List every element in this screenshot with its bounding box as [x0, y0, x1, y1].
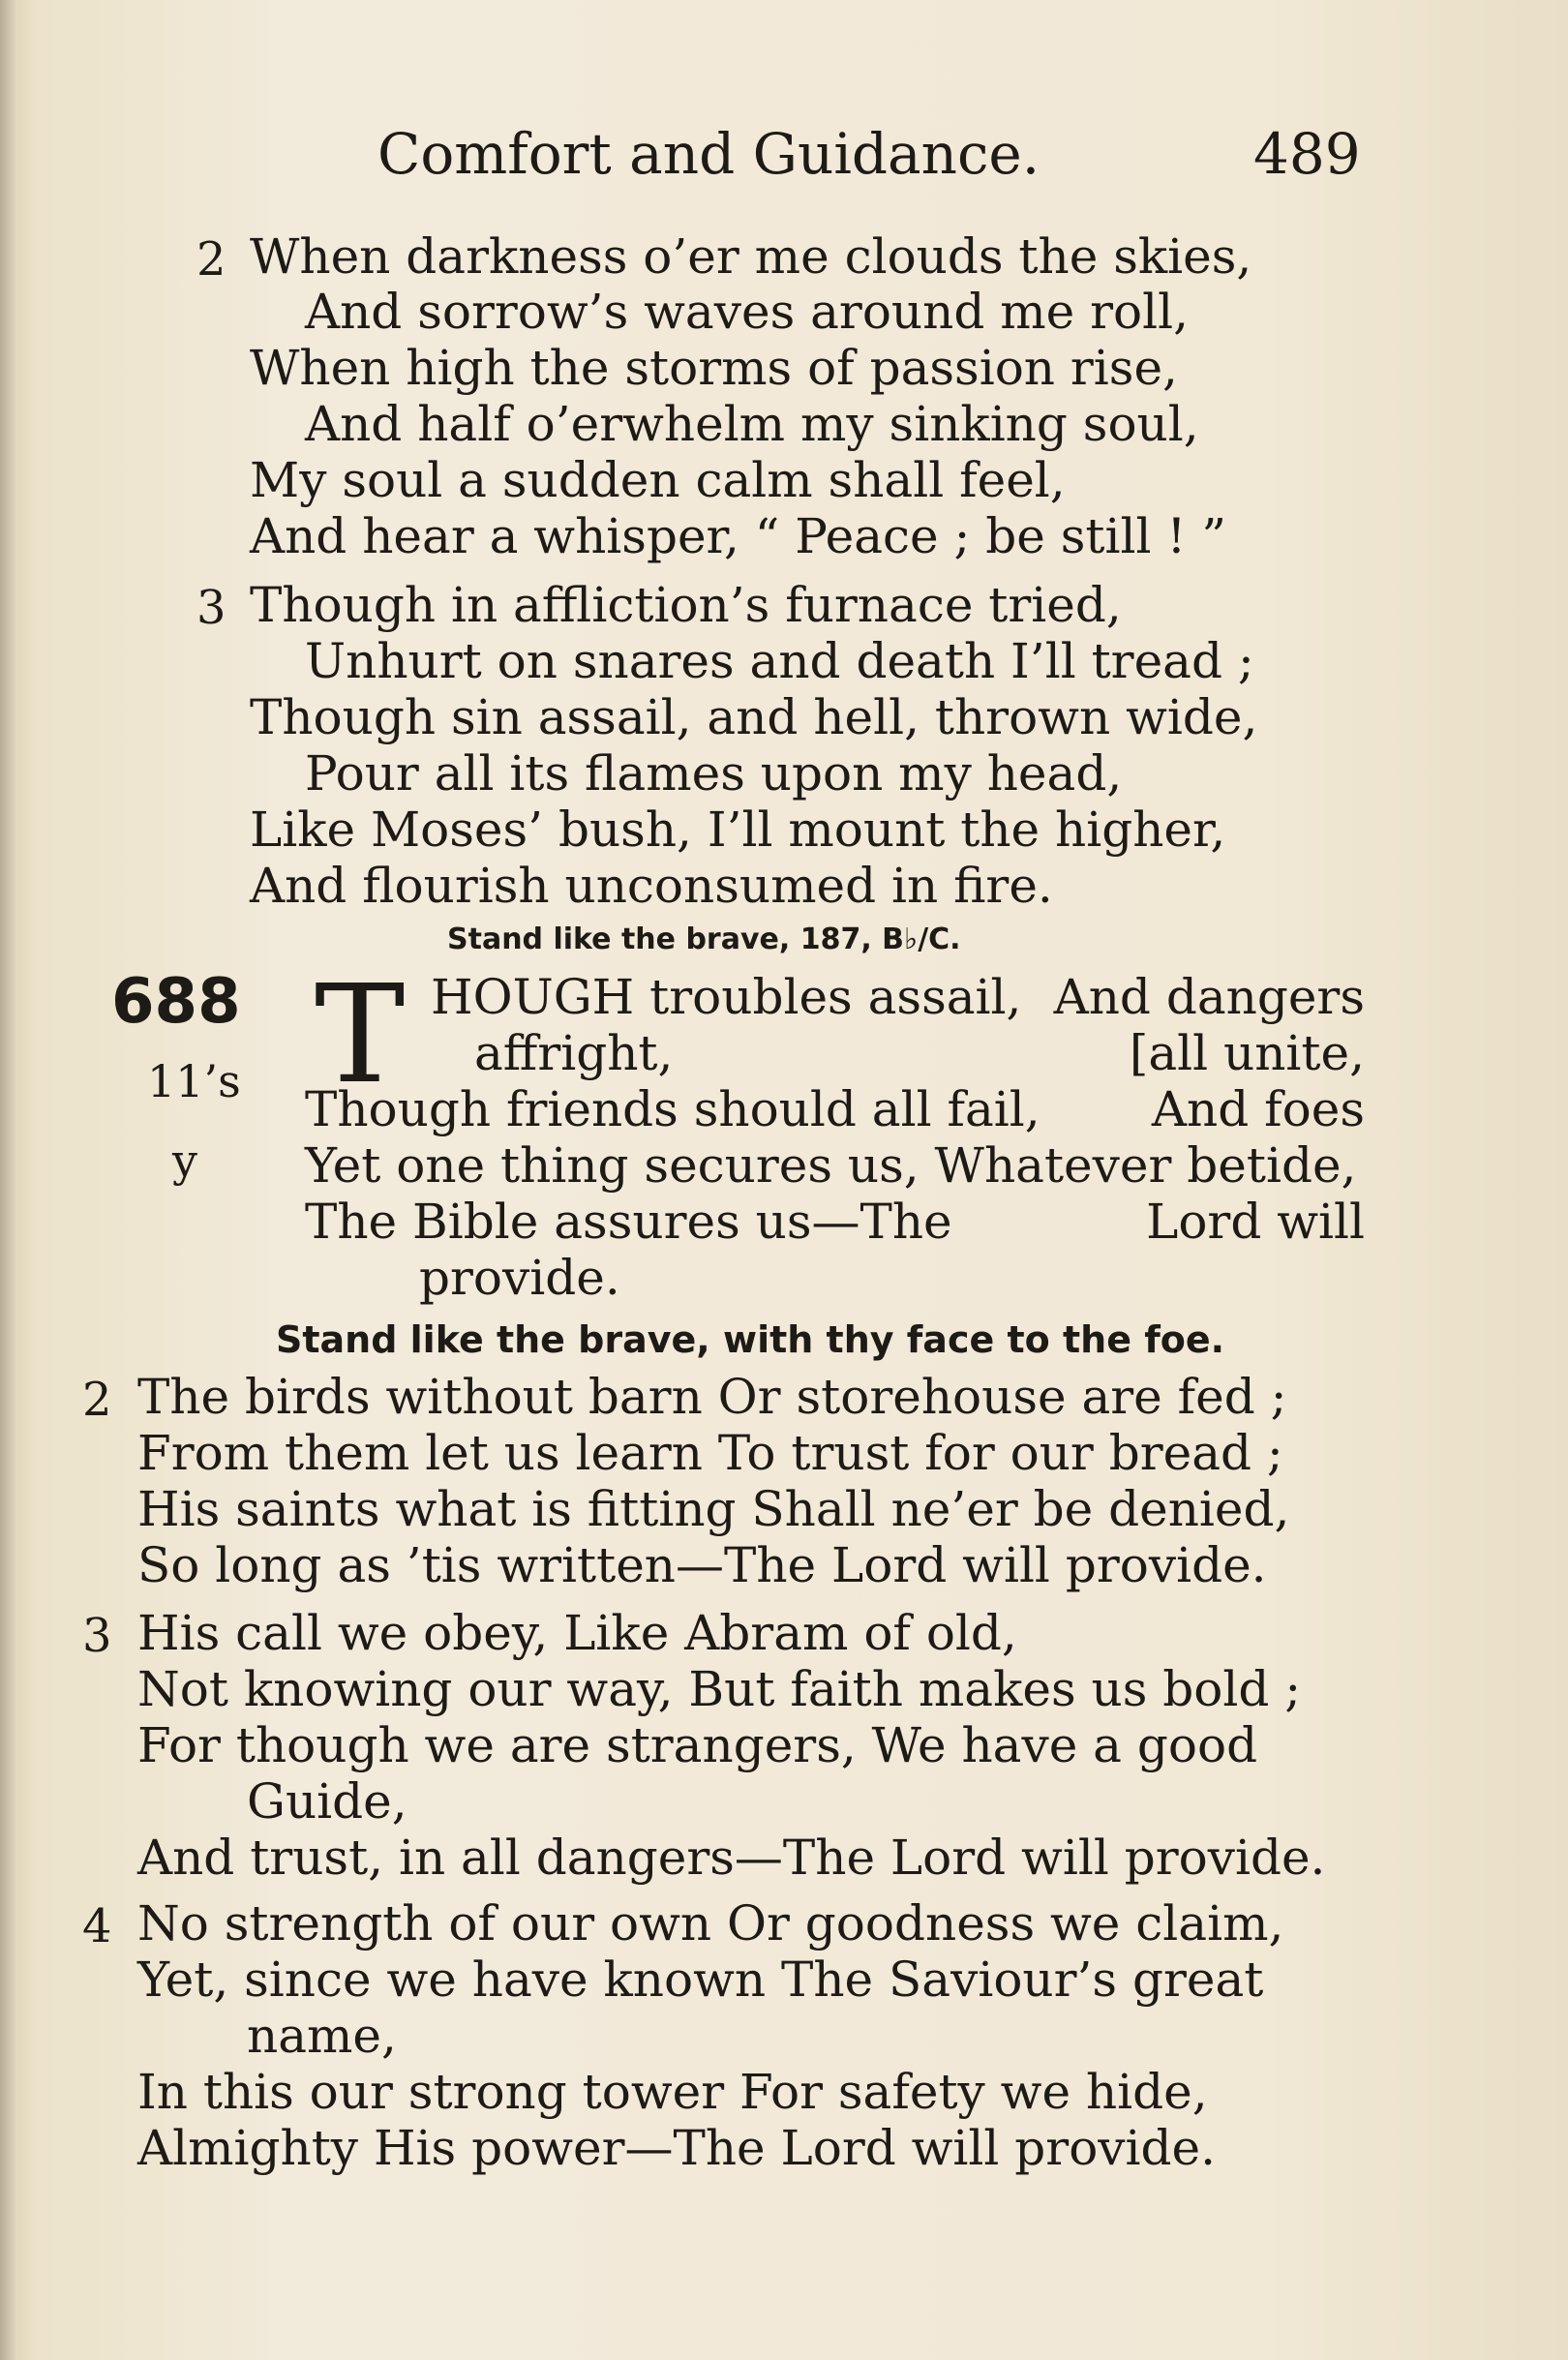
verse-line: When high the storms of passion rise, [250, 340, 1178, 396]
verse-line: Guide, [247, 1773, 407, 1830]
verse-segment: [all unite, [1129, 1025, 1365, 1081]
verse-line: provide. [419, 1250, 620, 1306]
stanza-number: 3 [196, 581, 226, 635]
drop-cap: T [315, 956, 406, 1114]
verse-line: Though sin assail, and hell, thrown wide, [250, 689, 1258, 745]
verse-line: Yet one thing secures us, Whatever betide, [305, 1137, 1357, 1194]
verse-segment: Lord will [1146, 1194, 1365, 1250]
verse-line: And trust, in all dangers—The Lord will provide. [137, 1830, 1326, 1886]
verse-segment: And dangers [1053, 969, 1365, 1025]
verse-line [474, 1025, 1365, 1081]
verse-line: His saints what is fitting Shall ne’er be denied, [137, 1481, 1290, 1537]
verse-line: My soul a sudden calm shall feel, [250, 452, 1066, 508]
hymn-number: 688 [111, 966, 241, 1038]
running-header-title: Comfort and Guidance. [377, 121, 1040, 187]
stanza-number: 2 [82, 1373, 112, 1427]
tune-note: Stand like the brave, with thy face to the foe. [276, 1318, 1225, 1361]
verse-segment: And foes [1151, 1081, 1365, 1137]
verse-line: For though we are strangers, We have a good [137, 1717, 1258, 1773]
stanza-number: 2 [196, 232, 226, 287]
verse-line: Almighty His power—The Lord will provide. [137, 2120, 1217, 2176]
tune-note: Stand like the brave, 187, B♭/C. [447, 923, 961, 956]
verse-line: And flourish unconsumed in fire. [250, 858, 1053, 914]
verse-line: No strength of our own Or goodness we claim, [137, 1895, 1284, 1952]
verse-line: His call we obey, Like Abram of old, [137, 1605, 1017, 1661]
verse-line: Yet, since we have known The Saviour’s great [137, 1952, 1264, 2008]
verse-line: From them let us learn To trust for our bread ; [137, 1425, 1283, 1481]
verse-segment: The Bible assures us—The [305, 1194, 952, 1250]
verse-line: In this our strong tower For safety we hide, [137, 2064, 1208, 2120]
verse-line: So long as ’tis written—The Lord will provide. [137, 1537, 1267, 1593]
stanza-number: 3 [82, 1609, 112, 1663]
verse-segment: Though friends should all fail, [305, 1081, 1040, 1137]
verse-segment: HOUGH troubles assail, [431, 969, 1022, 1025]
verse-line [431, 969, 1365, 1025]
verse-line: Though in affliction’s furnace tried, [250, 577, 1122, 633]
stanza-number: 4 [82, 1899, 112, 1953]
verse-line: name, [247, 2008, 397, 2064]
verse-line: The birds without barn Or storehouse are fed ; [137, 1369, 1287, 1425]
verse-line: And sorrow’s waves around me roll, [305, 284, 1190, 340]
verse-line [305, 1194, 1365, 1250]
verse-line: And half o’erwhelm my sinking soul, [305, 396, 1199, 452]
verse-line: Pour all its flames upon my head, [305, 745, 1123, 802]
verse-line: And hear a whisper, “ Peace ; be still ! ” [250, 508, 1226, 564]
verse-line: Like Moses’ bush, I’ll mount the higher, [250, 802, 1226, 858]
page-binding-edge [0, 0, 17, 2360]
hymn-key: y [172, 1135, 197, 1187]
verse-line: Unhurt on snares and death I’ll tread ; [305, 633, 1254, 689]
hymn-meter: 11’s [147, 1055, 241, 1107]
page-number: 489 [1253, 121, 1361, 187]
verse-line: Not knowing our way, But faith makes us bold ; [137, 1661, 1302, 1717]
verse-line [305, 1081, 1365, 1137]
verse-line: When darkness o’er me clouds the skies, [250, 228, 1252, 285]
verse-segment: affright, [474, 1025, 674, 1081]
